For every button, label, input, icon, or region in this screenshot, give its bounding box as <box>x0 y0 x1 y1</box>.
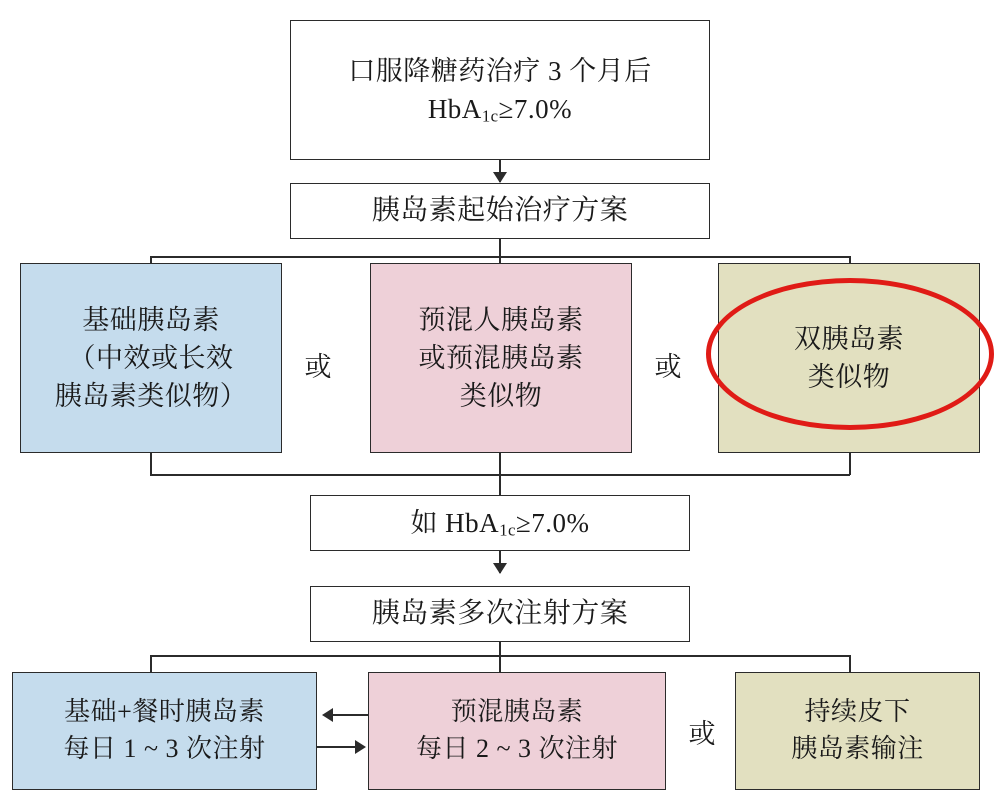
node-basal-plus-mealtime-line2: 每日 1 ~ 3 次注射 <box>63 734 266 763</box>
node-basal-insulin-line2: （中效或长效 <box>68 342 234 373</box>
node-premixed-insulin-line3: 类似物 <box>459 381 543 412</box>
node-dual-insulin-analog-line2: 类似物 <box>807 362 891 392</box>
or-label-3: 或 <box>688 719 716 749</box>
connector-row1-bus-to-mid <box>499 474 501 496</box>
node-oral-drug-3months-line2: HbA$_{1c}$≥7.0% <box>427 93 573 126</box>
node-premixed-insulin-multi-line1: 预混胰岛素 <box>450 697 584 727</box>
arrow-top-to-startplan <box>493 172 507 183</box>
node-dual-insulin-analog <box>718 263 980 453</box>
node-insulin-start-plan <box>290 183 710 239</box>
connector-row1-mid-up <box>499 453 501 475</box>
node-basal-insulin <box>20 263 282 453</box>
arrow-right-row2 <box>355 740 366 754</box>
node-multi-injection-plan <box>310 586 690 642</box>
node-basal-insulin-line3: 胰岛素类似物） <box>54 381 248 412</box>
node-continuous-subcutaneous-line2: 胰岛素输注 <box>791 734 924 763</box>
connector-row2-bidir-top <box>330 714 368 716</box>
node-premixed-insulin-line2: 或预混胰岛素 <box>418 342 584 373</box>
arrow-left-row2 <box>322 708 333 722</box>
node-oral-drug-3months <box>290 20 710 160</box>
connector-row1-right-up <box>849 453 851 475</box>
node-multi-injection-plan-label: 胰岛素多次注射方案 <box>371 598 629 630</box>
node-basal-insulin-line1: 基础胰岛素 <box>82 304 220 335</box>
connector-row2-bidir-bottom <box>317 746 355 748</box>
node-premixed-insulin-multi-line2: 每日 2 ~ 3 次注射 <box>415 734 619 763</box>
node-oral-drug-3months-line1: 口服降糖药治疗 3 个月后 <box>348 55 652 86</box>
node-continuous-subcutaneous-line1: 持续皮下 <box>804 697 911 727</box>
node-if-hba1c <box>310 495 690 551</box>
node-continuous-subcutaneous <box>735 672 980 790</box>
connector-row2-left-down <box>150 655 152 673</box>
or-label-2: 或 <box>654 352 682 382</box>
node-premixed-insulin <box>370 263 632 453</box>
connector-multi-down <box>499 642 501 656</box>
node-basal-plus-mealtime-line1: 基础+餐时胰岛素 <box>64 697 265 727</box>
node-insulin-start-plan-label: 胰岛素起始治疗方案 <box>371 195 629 227</box>
connector-row2-mid-down <box>499 655 501 673</box>
node-premixed-insulin-line1: 预混人胰岛素 <box>418 304 584 335</box>
node-if-hba1c-label: 如 HbA$_{1c}$≥7.0% <box>410 507 590 540</box>
or-label-1: 或 <box>304 352 332 382</box>
arrow-mid-to-multi <box>493 563 507 574</box>
node-basal-plus-mealtime <box>12 672 317 790</box>
node-dual-insulin-analog-line1: 双胰岛素 <box>794 323 904 354</box>
node-premixed-insulin-multi <box>368 672 666 790</box>
connector-row1-left-up <box>150 453 152 475</box>
connector-row2-right-down <box>849 655 851 673</box>
connector-startplan-down <box>499 239 501 257</box>
